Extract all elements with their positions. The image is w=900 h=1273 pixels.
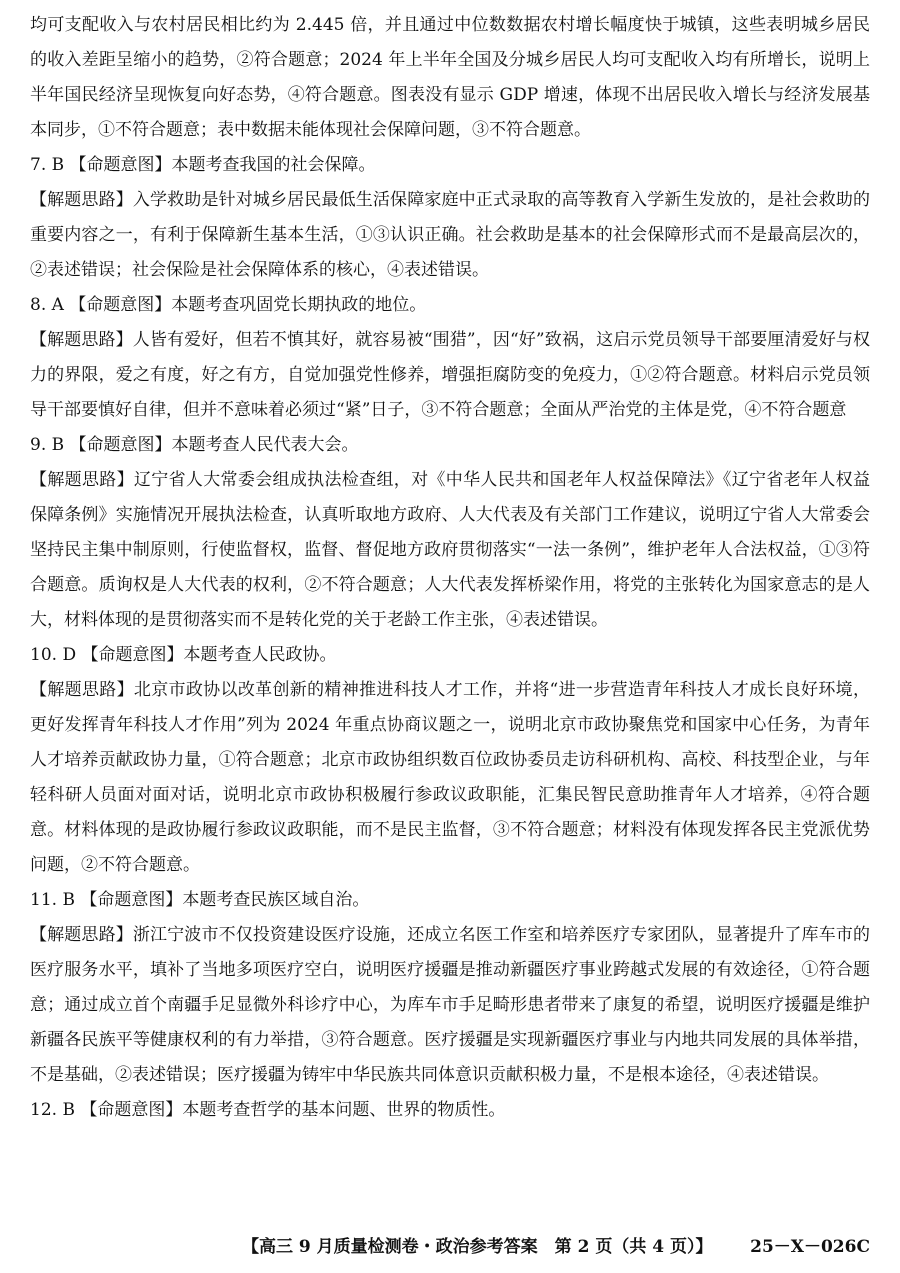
answer-content [30, 8, 870, 1128]
footer-code: 25－X－026C [750, 1237, 870, 1257]
question-11-header: 11. B 【命题意图】本题考查民族区域自治。 [30, 890, 370, 910]
question-7-header: 7. B 【命题意图】本题考查我国的社会保障。 [30, 155, 376, 175]
question-12-header: 12. B 【命题意图】本题考查哲学的基本问题、世界的物质性。 [30, 1100, 506, 1120]
continued-explanation: 均可支配收入与农村居民相比约为 2.445 倍，并且通过中位数数据农村增长幅度快于城镇，这些表明城乡居民的收入差距呈缩小的趋势，②符合题意；2024 年上半年全国及分城乡居民人均可支配收入均有所增长，说明上半年国民经济呈现恢复向好态势，④符合题意。图表没有显示 GDP 增速，体现不出居民收入增长与经济发展基本同步，①不符合题意；表中数据未能体现社会保障问题，③不符合题意。 [30, 15, 870, 140]
question-9-explanation: 【解题思路】辽宁省人大常委会组成执法检查组，对《中华人民共和国老年人权益保障法》《辽宁省老年人权益保障条例》实施情况开展执法检查，认真听取地方政府、人大代表及有关部门工作建议，说明辽宁省人大常委会坚持民主集中制原则，行使监督权，监督、督促地方政府贯彻落实“一法一条例”，维护老年人合法权益，①③符合题意。质询权是人大代表的权利，②不符合题意；人大代表发挥桥梁作用，将党的主张转化为国家意志的是人大，材料体现的是贯彻落实而不是转化党的关于老龄工作主张，④表述错误。 [30, 470, 870, 630]
footer-title: 【高三 9 月质量检测卷・政治参考答案 第 2 页（共 4 页）】 [242, 1237, 713, 1257]
page-footer [0, 1232, 900, 1262]
question-8-header: 8. A 【命题意图】本题考查巩固党长期执政的地位。 [30, 295, 427, 315]
question-11-explanation: 【解题思路】浙江宁波市不仅投资建设医疗设施，还成立名医工作室和培养医疗专家团队，显著提升了库车市的医疗服务水平，填补了当地多项医疗空白，说明医疗援疆是推动新疆医疗事业跨越式发展的有效途径，①符合题意；通过成立首个南疆手足显微外科诊疗中心，为库车市手足畸形患者带来了康复的希望，说明医疗援疆是维护新疆各民族平等健康权利的有力举措，③符合题意。医疗援疆是实现新疆医疗事业与内地共同发展的具体举措，不是基础，②表述错误；医疗援疆为铸牢中华民族共同体意识贡献积极力量，不是根本途径，④表述错误。 [30, 925, 870, 1085]
question-10-header: 10. D 【命题意图】本题考查人民政协。 [30, 645, 337, 665]
question-7-explanation: 【解题思路】入学救助是针对城乡居民最低生活保障家庭中正式录取的高等教育入学新生发放的，是社会救助的重要内容之一，有利于保障新生基本生活，①③认识正确。社会救助是基本的社会保障形式而不是最高层次的，②表述错误；社会保险是社会保障体系的核心，④表述错误。 [30, 190, 870, 280]
question-8-explanation: 【解题思路】人皆有爱好，但若不慎其好，就容易被“围猎”，因“好”致祸，这启示党员领导干部要厘清爱好与权力的界限，爱之有度，好之有方，自觉加强党性修养，增强拒腐防变的免疫力，①②符合题意。材料启示党员领导干部要慎好自律，但并不意味着必须过“紧”日子，③不符合题意；全面从严治党的主体是党，④不符合题意 [30, 330, 870, 420]
question-10-explanation: 【解题思路】北京市政协以改革创新的精神推进科技人才工作，并将“进一步营造青年科技人才成长良好环境，更好发挥青年科技人才作用”列为 2024 年重点协商议题之一，说明北京市政协聚焦党和国家中心任务，为青年人才培养贡献政协力量，①符合题意；北京市政协组织数百位政协委员走访科研机构、高校、科技型企业，与年轻科研人员面对面对话，说明北京市政协积极履行参政议政职能，汇集民智民意助推青年人才培养，④符合题意。材料体现的是政协履行参政议政职能，而不是民主监督，③不符合题意；材料没有体现发挥各民主党派优势问题，②不符合题意。 [30, 680, 870, 875]
question-9-header: 9. B 【命题意图】本题考查人民代表大会。 [30, 435, 359, 455]
